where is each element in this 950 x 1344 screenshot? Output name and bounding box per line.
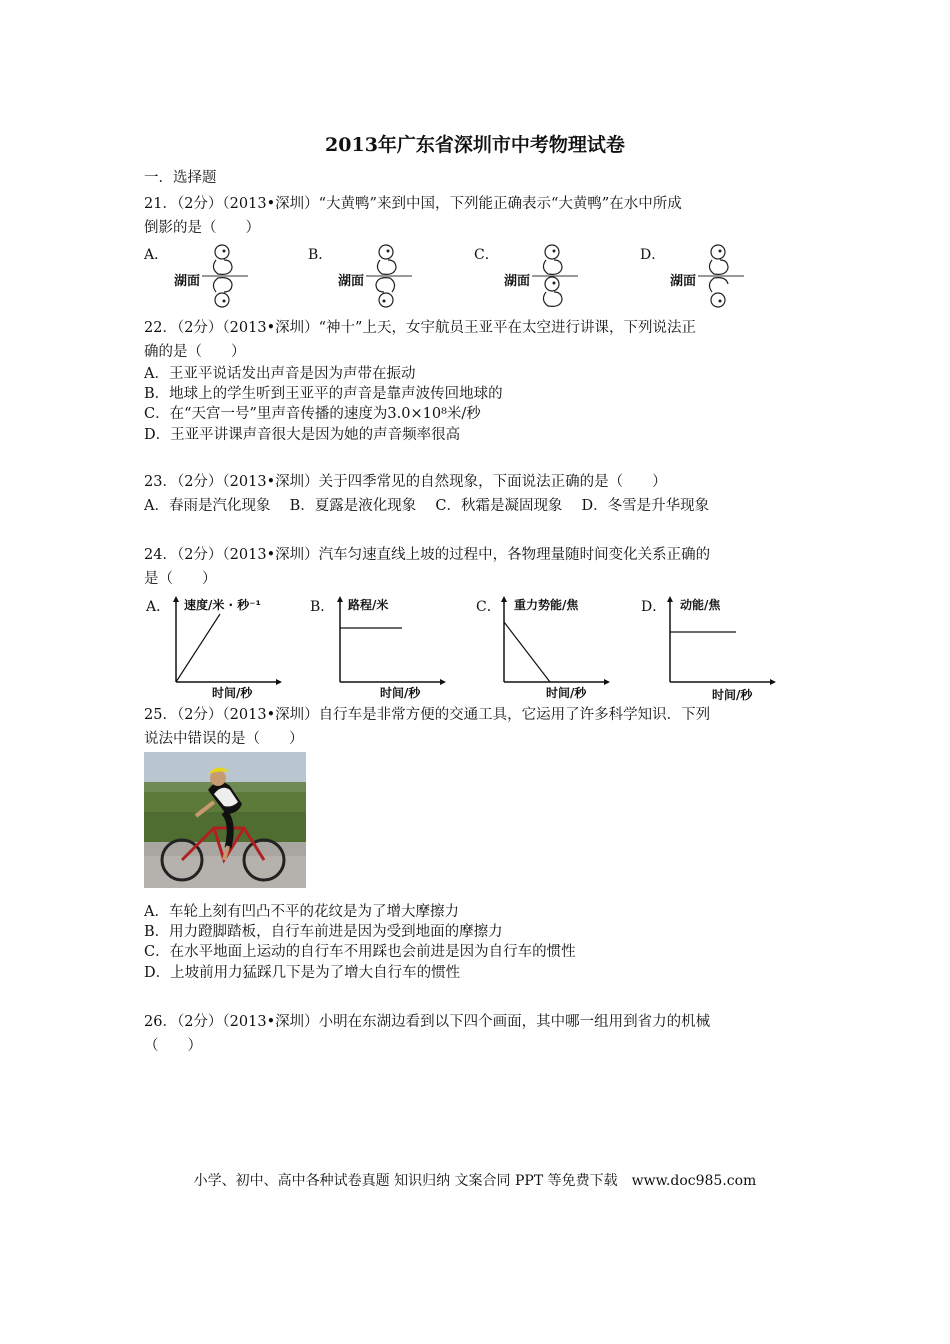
q21-option-c-label: C． [474,247,499,263]
q24-graph-a-xlabel: 时间/秒 [212,686,253,700]
q24-graph-a-ylabel: 速度/米 · 秒⁻¹ [184,598,261,612]
q25-stem-line1: 25．（2分）（2013•深圳）自行车是非常方便的交通工具，它运用了许多科学知识．下列 [144,707,711,723]
q25-option-c: C．在水平地面上运动的自行车不用踩也会前进是因为自行车的惯性 [144,944,576,960]
q22-option-c: C．在“天宫一号”里声音传播的速度为3.0×10⁸米/秒 [144,406,481,422]
q21-surface-label-a: 湖面 [174,274,201,289]
q21-stem-line2: 倒影的是（ ） [144,220,260,236]
q24-graph-d-xlabel: 时间/秒 [712,688,753,702]
q21-surface-label-b: 湖面 [338,274,365,289]
q24-option-c-label: C． [476,599,501,615]
q24-graph-b-xlabel: 时间/秒 [380,686,421,700]
q26-stem-line1: 26．（2分）（2013•深圳）小明在东湖边看到以下四个画面，其中哪一组用到省力的机械 [144,1014,711,1030]
q22-stem-line2: 确的是（ ） [144,344,246,360]
q21-option-d-label: D． [640,247,666,263]
q22-stem-line1: 22．（2分）（2013•深圳）“神十”上天，女宇航员王亚平在太空进行讲课，下列说法正 [144,320,696,336]
q24-graph-c-ylabel: 重力势能/焦 [514,598,579,612]
q21-option-a-label: A． [144,247,169,263]
q22-option-b: B．地球上的学生听到王亚平的声音是靠声波传回地球的 [144,386,503,402]
q21-stem-line1: 21．（2分）（2013•深圳）“大黄鸭”来到中国，下列能正确表示“大黄鸭”在水中所成 [144,196,682,212]
q21-surface-label-c: 湖面 [504,274,531,289]
q24-stem-line2: 是（ ） [144,571,217,587]
q24-option-d-label: D． [641,599,667,615]
q25-stem-line2: 说法中错误的是（ ） [144,731,304,747]
section-heading: 一．选择题 [144,170,217,186]
page-title: 2013年广东省深圳市中考物理试卷 [325,134,625,156]
q22-option-a: A．王亚平说话发出声音是因为声带在振动 [144,366,416,382]
q23-options: A．春雨是汽化现象 B．夏露是液化现象 C．秋霜是凝固现象 D．冬雪是升华现象 [144,498,710,514]
q25-option-b: B．用力蹬脚踏板，自行车前进是因为受到地面的摩擦力 [144,924,503,940]
footer-link-text: 小学、初中、高中各种试卷真题 知识归纳 文案合同 PPT 等免费下载 www.doc985.com [193,1173,757,1189]
q24-stem-line1: 24．（2分）（2013•深圳）汽车匀速直线上坡的过程中，各物理量随时间变化关系正确的 [144,547,711,563]
q21-surface-label-d: 湖面 [670,274,697,289]
q24-graph-c-xlabel: 时间/秒 [546,686,587,700]
q22-option-d: D．王亚平讲课声音很大是因为她的声音频率很高 [144,427,461,443]
q25-option-d: D．上坡前用力猛踩几下是为了增大自行车的惯性 [144,965,461,981]
q24-option-a-label: A． [146,599,171,615]
q26-stem-line2: （ ） [144,1038,202,1054]
q24-graph-d-ylabel: 动能/焦 [680,598,721,612]
q25-option-a: A．车轮上刻有凹凸不平的花纹是为了增大摩擦力 [144,904,459,920]
cyclist-photo [144,752,306,888]
q21-option-b-label: B． [308,247,333,263]
q24-option-b-label: B． [310,599,335,615]
q23-stem: 23．（2分）（2013•深圳）关于四季常见的自然现象，下面说法正确的是（ ） [144,474,667,490]
q24-graph-b-ylabel: 路程/米 [348,598,389,612]
